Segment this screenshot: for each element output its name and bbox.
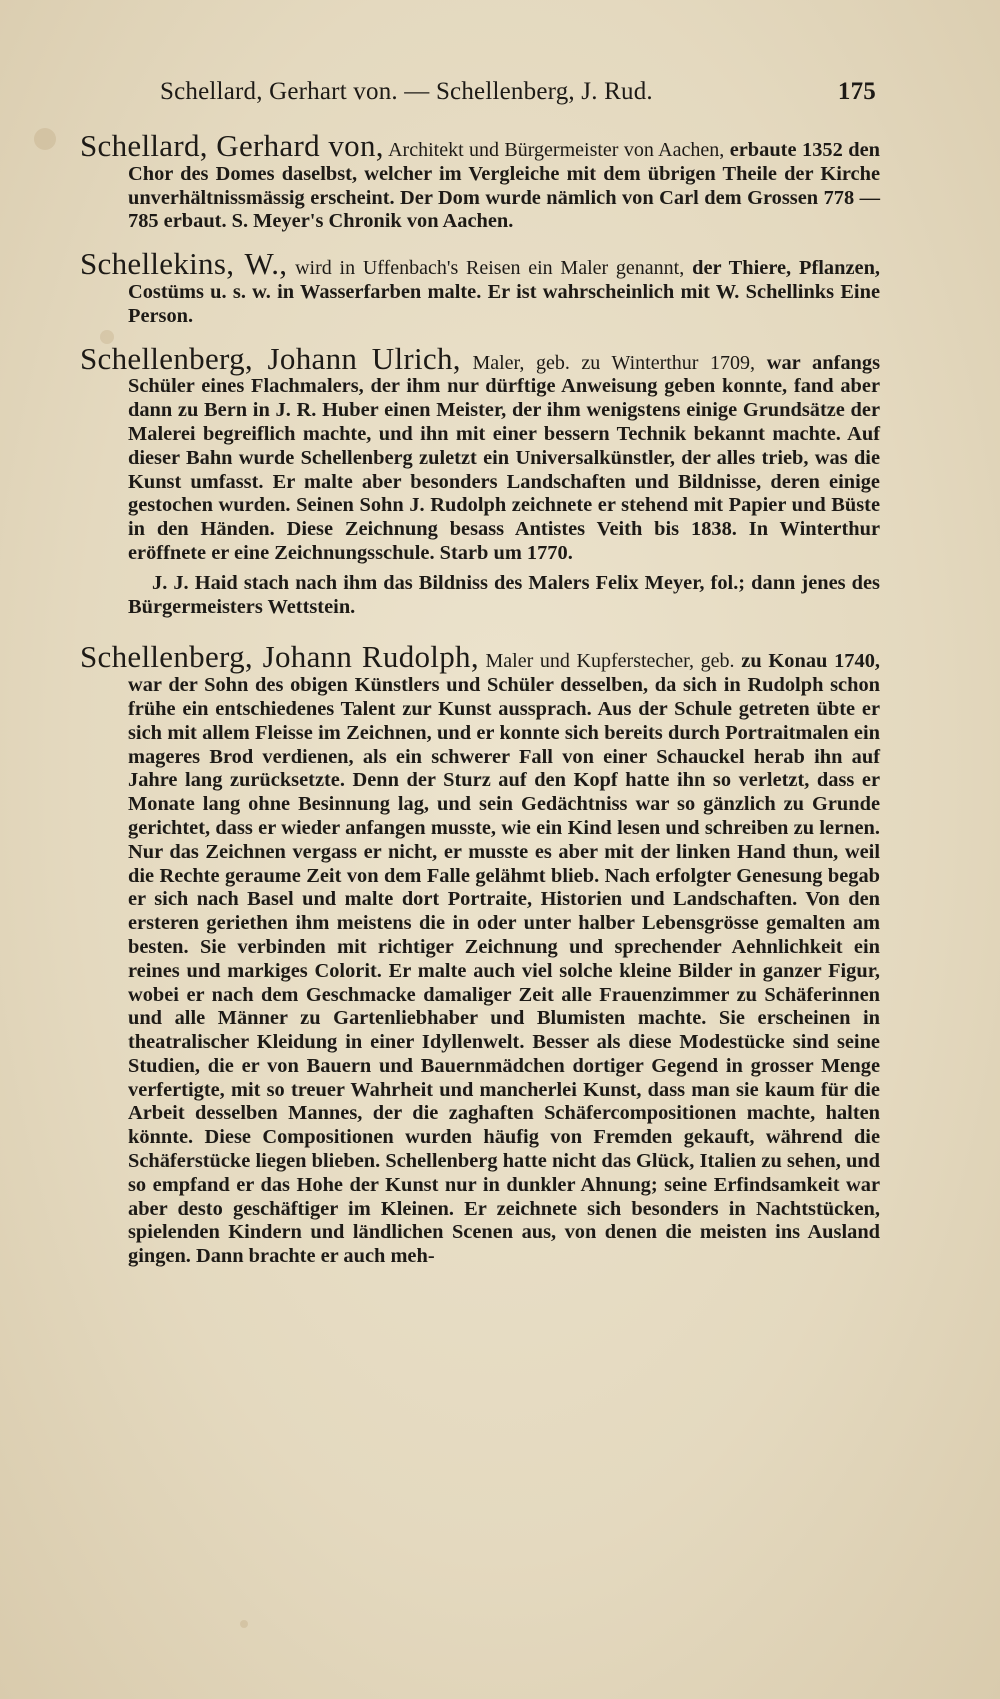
entry-first-phrase: Architekt und Bürgermeister von Aachen, bbox=[383, 139, 725, 161]
entry-headword: Schellekins, W., bbox=[80, 246, 288, 282]
entry-headword: Schellenberg, Johann Rudolph, bbox=[80, 639, 479, 675]
entry-text: der Thiere, Pflanzen, Costüms u. s. w. in Wasserfarben malte. Er ist wahrscheinlich mit W. Schellinks Eine Person. bbox=[128, 257, 881, 327]
dictionary-entries bbox=[80, 128, 881, 1287]
entry-schellekins bbox=[80, 246, 881, 328]
entry-headword: Schellenberg, Johann Ulrich, bbox=[80, 340, 461, 376]
entry-paragraph bbox=[80, 340, 881, 566]
paper-stain bbox=[240, 1620, 248, 1628]
running-title: Schellard, Gerhart von. — Schellenberg, J. Rud. bbox=[160, 78, 653, 105]
entry-first-phrase: wird in Uffenbach's Reisen ein Maler genannt, bbox=[287, 257, 685, 280]
entry-text: zu Konau 1740, war der Sohn des obigen Künstlers und Schüler desselben, da sich in Rudolph schon frühe ein entschiedenes Talent zur Kunst aussprach. Aus der Schule getreten übte er sich mit allem Fleisse im Zeichnen, und er konnte sich bereits durch Portraitmalen ein mageres Brod verdienen, als ein schwerer Fall von einer Schauckel herab ihn auf Jahre lang zurücksetzte. Denn der Sturz auf den Kopf hatte ihn so verletzt, dass er Monate lang ohne Besinnung lag, und sein Gedächtniss war so gänzlich zu Grunde gerichtet, dass er wieder anfangen musste, wie ein Kind lesen und schreiben zu lernen. Nur das Zeichnen vergass er nicht, er musste es aber mit der linken Hand thun, weil die Rechte geraume Zeit von dem Falle gelähmt blieb. Nach erfolgter Genesung begab er sich nach Basel und malte dort Portraite, Historien und Landschaften. Von den ersteren geriethen ihm meistens die in oder unter halber Lebensgrösse gemalten am besten. Sie verbinden mit richtiger Zeichnung und sprechender Aehnlichkeit ein reines und markiges Colorit. Er malte auch viel solche kleine Bilder in ganzer Figur, wobei er nach dem Geschmacke damaliger Zeit alle Frauenzimmer zu Schäferinnen und alle Männer zu Gartenliebhaber und Blumisten machte. Sie erscheinen in theatralischer Kleidung in einer Idyllenwelt. Besser als diese Modestücke sind seine Studien, die er von Bauern und Bauernmädchen dortiger Gegend in grosser Menge verfertigte, mit so treuer Wahrheit und mancherlei Kunst, dass man sie kaum für die Arbeit desselben Mannes, der die zaghaften Schäfercompositionen machte, halten könnte. Diese Compositionen wurden häufig von Fremden gekauft, während die Schäferstücke liegen blieben. Schellenberg hatte nicht das Glück, Italien zu sehen, und so empfand er das Hohe der Kunst nur in dunkler Ahnung; seine Erfindsamkeit war aber desto geschäftiger im Kleinen. Er zeichnete sich besonders in Nachtstücken, spielenden Kindern und ländlichen Scenen aus, von denen die meisten ins Ausland gingen. Dann brachte er auch meh- bbox=[128, 650, 880, 1268]
paper-stain bbox=[34, 128, 56, 150]
page-number: 175 bbox=[837, 78, 876, 105]
entry-schellard bbox=[80, 128, 880, 234]
entry-paragraph bbox=[80, 128, 880, 234]
entry-text: erbaute 1352 den Chor des Domes daselbst, welcher im Vergleiche mit dem übrigen Theile der Kirche unverhältnissmässig erscheint. Der Dom wurde nämlich von Carl dem Grossen 778 — 785 erbaut. S. Meyer's Chronik von Aachen. bbox=[128, 139, 880, 233]
entry-headword: Schellard, Gerhard von, bbox=[80, 128, 384, 163]
entry-schellenberg-johann-ulrich bbox=[80, 340, 881, 620]
entry-paragraph bbox=[80, 639, 880, 1269]
entry-paragraph bbox=[80, 246, 881, 328]
running-header bbox=[160, 78, 876, 114]
entry-text: war anfangs Schüler eines Flachmalers, der ihm nur dürftige Anweisung geben konnte, fand aber dann zu Bern in J. R. Huber einen Meister, der ihm wenigstens einige Grundsätze der Malerei begreiflich machte, und ihn mit einer bessern Technik bekannt machte. Auf dieser Bahn wurde Schellenberg zuletzt ein Universalkünstler, der alles trieb, was die Kunst umfasst. Er malte aber besonders Landschaften und Bildnisse, deren einige gestochen wurden. Seinen Sohn J. Rudolph zeichnete er stehend mit Papier und Büste in den Händen. Diese Zeichnung besass Antistes Veith bis 1838. In Winterthur eröffnete er eine Zeichnungsschule. Starb um 1770. bbox=[128, 351, 881, 564]
entry-note: J. J. Haid stach nach ihm das Bildniss des Malers Felix Meyer, fol.; dann jenes des Bürgermeisters Wettstein. bbox=[128, 571, 880, 618]
entry-schellenberg-johann-rudolph bbox=[80, 639, 880, 1269]
entry-first-phrase: Maler, geb. zu Winterthur 1709, bbox=[460, 351, 756, 374]
entry-first-phrase: Maler und Kupferstecher, geb. bbox=[478, 650, 735, 673]
